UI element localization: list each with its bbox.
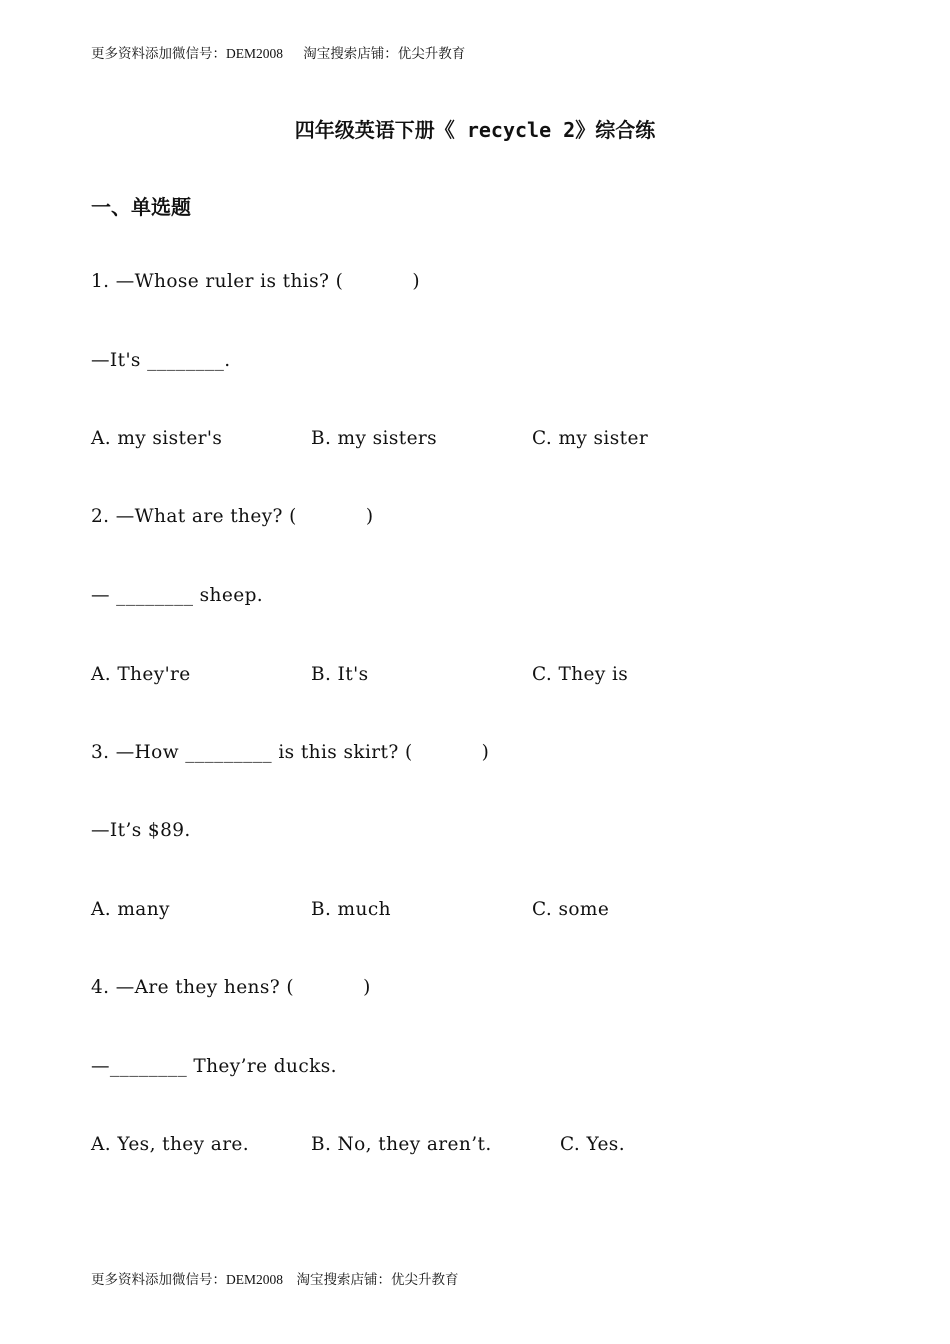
question-2-stem: 2. —What are they? ( ): [91, 506, 374, 527]
question-3-option-c: C. some: [532, 899, 610, 920]
question-1-stem: 1. —Whose ruler is this? ( ): [91, 271, 420, 292]
question-1-option-a: A. my sister's: [91, 428, 223, 449]
question-4-stem: 4. —Are they hens? ( ): [91, 977, 371, 998]
page-footer: 更多资料添加微信号：DEM2008 淘宝搜索店铺：优尖升教育: [91, 1272, 459, 1287]
page-header: 更多资料添加微信号：DEM2008 淘宝搜索店铺：优尖升教育: [91, 46, 466, 61]
question-3-option-a: A. many: [91, 899, 170, 920]
question-4-answer-line: —________ They’re ducks.: [91, 1056, 337, 1077]
question-4-option-a: A. Yes, they are.: [91, 1134, 250, 1155]
page-title: 四年级英语下册《 recycle 2》综合练: [294, 118, 656, 142]
question-3-option-b: B. much: [311, 899, 391, 920]
question-4-option-c: C. Yes.: [560, 1134, 625, 1155]
question-1-answer-line: —It's ________.: [91, 350, 231, 371]
question-2-option-a: A. They're: [91, 664, 191, 685]
question-3-stem: 3. —How _________ is this skirt? ( ): [91, 742, 490, 763]
question-4-option-b: B. No, they aren’t.: [311, 1134, 492, 1155]
section-heading: 一、单选题: [91, 195, 191, 219]
question-3-answer-line: —It’s $89.: [91, 820, 191, 841]
question-2-answer-line: — ________ sheep.: [91, 585, 264, 606]
question-1-option-c: C. my sister: [532, 428, 649, 449]
question-2-option-b: B. It's: [311, 664, 369, 685]
question-1-option-b: B. my sisters: [311, 428, 438, 449]
question-2-option-c: C. They is: [532, 664, 629, 685]
